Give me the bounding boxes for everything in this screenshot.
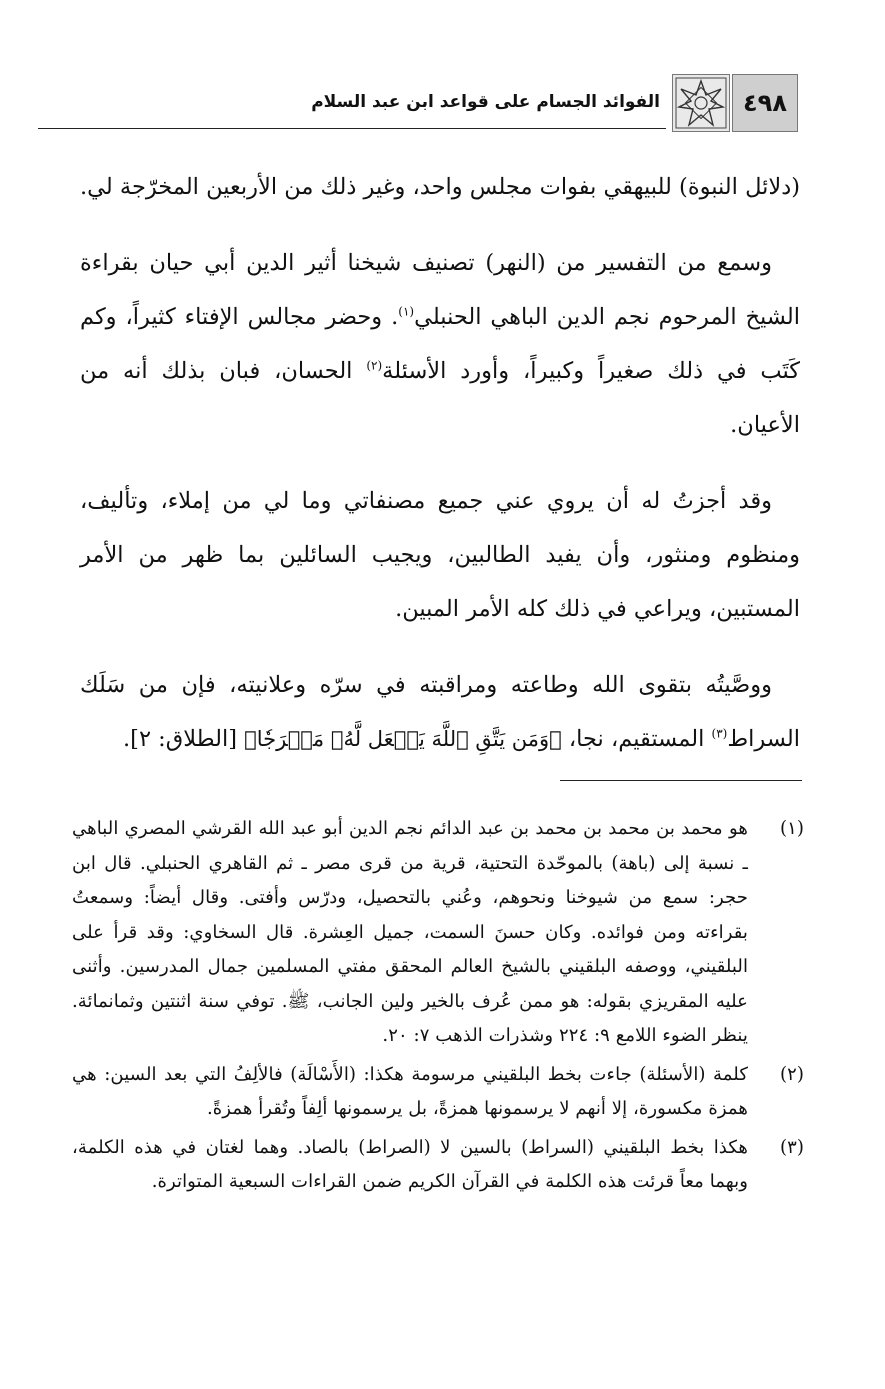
footnote-number: (٢) <box>780 1063 804 1085</box>
paragraph-4-text-b: المستقيم، نجا، <box>561 726 712 752</box>
paragraph-2-text-c: الحسان، فبان بذلك أنه من الأعيان. <box>80 358 800 438</box>
footnote-ref-2[interactable]: (٢) <box>366 358 383 373</box>
paragraph-4 <box>80 658 800 766</box>
footnote-ref-3[interactable]: (٣) <box>711 726 728 741</box>
paragraph-4-text-a: ووصَّيتُه بتقوى الله وطاعته ومراقبته في سرّه وعلانيته، فإن من سَلَك السراط <box>80 672 800 752</box>
page-number: ٤٩٨ <box>732 74 798 132</box>
footnote-separator <box>560 780 802 781</box>
footnote-number: (٣) <box>780 1136 804 1158</box>
footnote-1 <box>72 812 812 1054</box>
footnote-2 <box>72 1058 812 1127</box>
header-rule <box>38 128 666 129</box>
geometric-star-ornament-icon <box>672 74 730 132</box>
running-title: الفوائد الجسام على قواعد ابن عبد السلام <box>311 92 660 112</box>
paragraph-3: وقد أجزتُ له أن يروي عني جميع مصنفاتي وما لي من إملاء، وتأليف، ومنظوم ومنثور، وأن يفيد الطالبين، ويجيب السائلين بما ظهر من الأمر المستبين، ويراعي في ذلك كله الأمر المبين. <box>80 488 800 622</box>
footnote-text: كلمة (الأسئلة) جاءت بخط البلقيني مرسومة هكذا: (الأَسْالَة) فالألِفُ التي بعد السين: هي همزة مكسورة، إلا أنهم لا يرسمونها همزةً، بل يرسمونها ألِفاً وتُقرأ همزةً. <box>72 1063 748 1119</box>
paragraph-2 <box>80 236 800 452</box>
running-header <box>38 68 798 130</box>
footnote-number: (١) <box>780 818 804 839</box>
footnote-text: هو محمد بن محمد بن محمد بن عبد الدائم نجم الدين أبو عبد الله القرشي المصري الباهي ـ نسبة إلى (باهة) بالموحّدة التحتية، قرية من قرى مصر ـ ثم القاهري الحنبلي. قال ابن حجر: سمع من شيوخنا ونحوهم، وعُني بالتحصيل، ودرّس وأفتى. وقال أيضاً: وسمعتُ بقراءته ومن فوائده. وكان حسنَ السمت، جميل العِشرة. قال السخاوي: وقد قرأ على البلقيني، ووصفه البلقيني بالشيخ العالم المحقق مفتي المسلمين جمال المدرسين. وأثنى عليه المقريزي بقوله: هو ممن عُرف بالخير ولين الجانب، ﷺ. توفي سنة اثنتين وثمانمائة. ينظر الضوء اللامع ٩: ٢٢٤ وشذرات الذهب ٧: ٢٠. <box>72 818 748 1046</box>
main-text <box>80 160 800 788</box>
footnote-ref-1[interactable]: (١) <box>398 304 415 319</box>
footnote-3 <box>72 1131 812 1200</box>
paragraph-2-text-b: . وحضر مجالس الإفتاء كثيراً، وكم كَتَب في ذلك صغيراً وكبيراً، وأورد الأسئلة <box>80 304 800 384</box>
quran-verse: ﴿وَمَن يَتَّقِ ٱللَّهَ يَجۡعَل لَّهُۥ مَخۡرَجٗا﴾ <box>244 727 562 751</box>
paragraph-1: (دلائل النبوة) للبيهقي بفوات مجلس واحد، وغير ذلك من الأربعين المخرّجة لي. <box>80 174 800 200</box>
footnote-text: هكذا بخط البلقيني (السراط) بالسين لا (الصراط) بالصاد. وهما لغتان في هذه الكلمة، وبهما معاً قرئت هذه الكلمة في القرآن الكريم ضمن القراءات السبعية المتواترة. <box>72 1136 748 1192</box>
footnotes <box>72 812 812 1204</box>
paragraph-2-text-a: وسمع من التفسير من (النهر) تصنيف شيخنا أثير الدين أبي حيان بقراءة الشيخ المرحوم نجم الدين الباهي الحنبلي <box>80 250 800 330</box>
paragraph-4-text-c: [الطلاق: ٢]. <box>123 726 245 752</box>
